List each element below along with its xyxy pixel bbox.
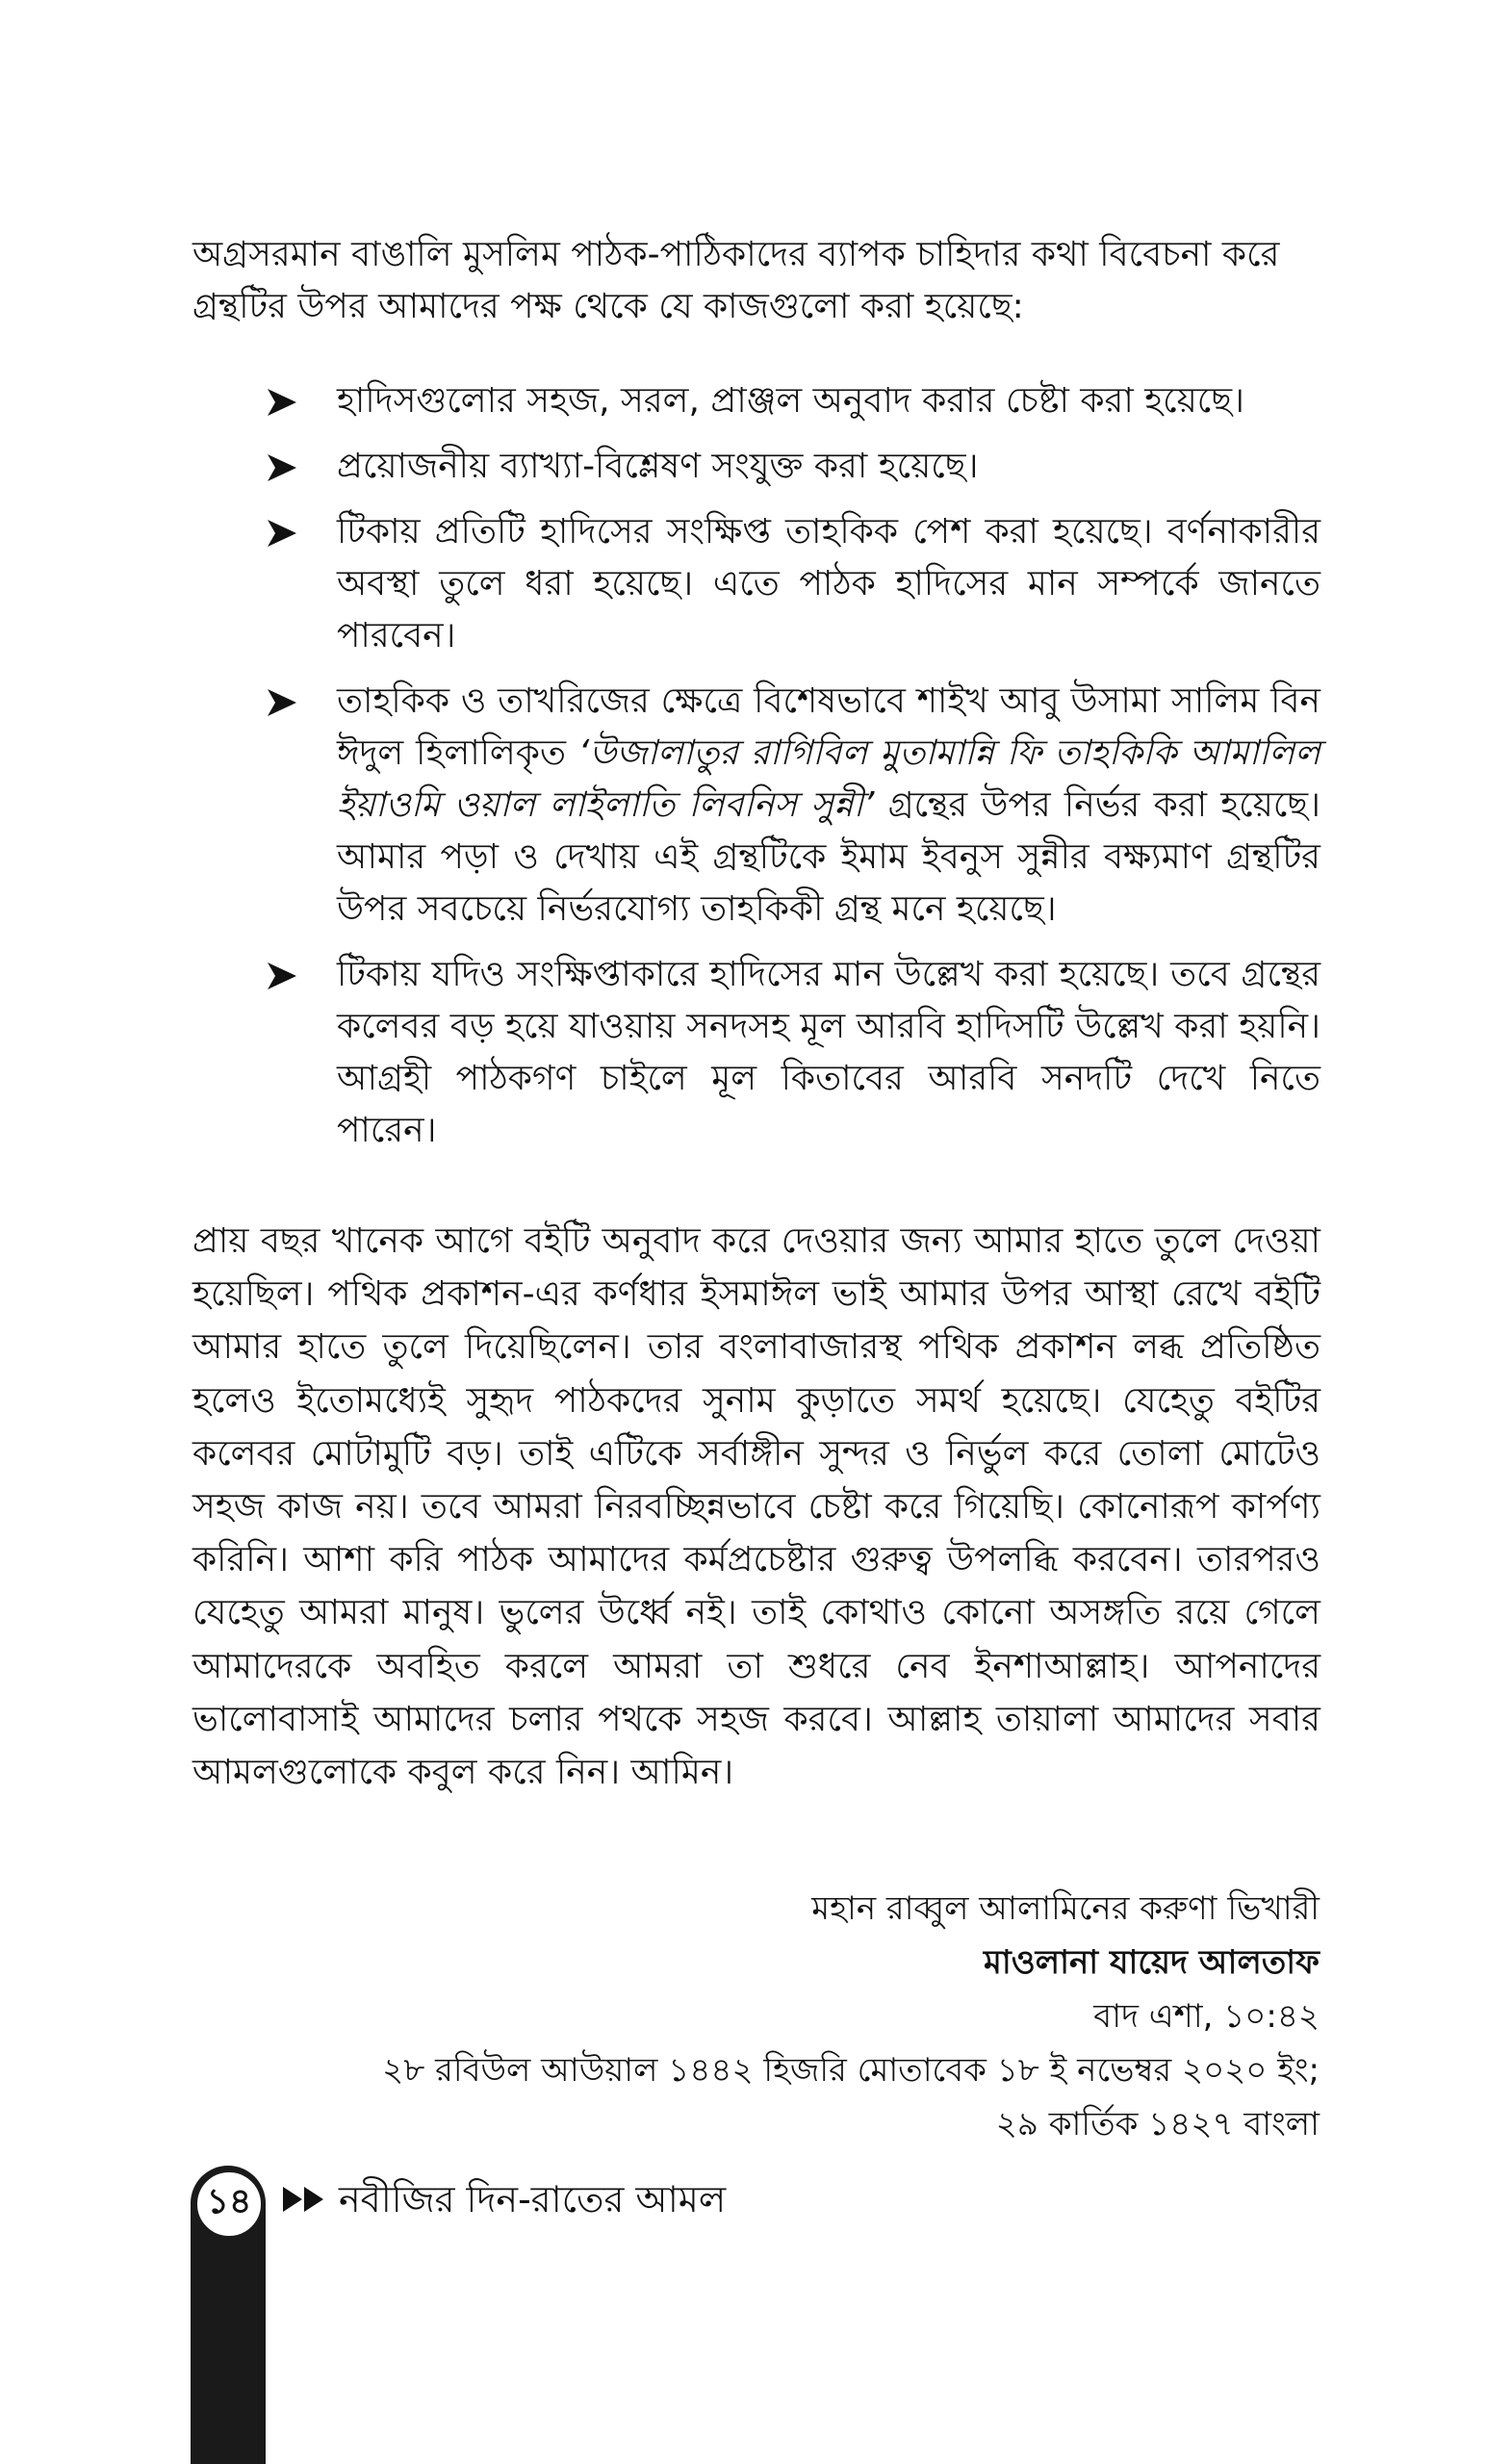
arrow-bullet-icon bbox=[268, 689, 296, 716]
list-item-text: হাদিসগুলোর সহজ, সরল, প্রাঞ্জল অনুবাদ করার চেষ্টা করা হয়েছে। bbox=[337, 381, 1244, 421]
signature-time: বাদ এশা, ১০:৪২ bbox=[1093, 1997, 1320, 2036]
signature-line: মহান রাব্বুল আলামিনের করুণা ভিখারী bbox=[811, 1889, 1320, 1928]
task-list bbox=[268, 375, 1320, 1170]
arrow-bullet-icon bbox=[268, 520, 296, 547]
signature-date-hijri: ২৮ রবিউল আউয়াল ১৪৪২ হিজরি মোতাবেক ১৮ ই নভেম্বর ২০২০ ইং; bbox=[382, 2051, 1320, 2090]
list-item-text: টিকায় যদিও সংক্ষিপ্তাকারে হাদিসের মান উল্লেখ করা হয়েছে। তবে গ্রন্থের কলেবর বড় হয়ে যাওয়ায় সনদসহ মূল আরবি হাদিসটি উল্লেখ করা হয়নি। আগ্রহী পাঠকগণ চাইলে মূল কিতাবের আরবি সনদটি দেখে নিতে পারেন। bbox=[337, 955, 1320, 1150]
signature-block bbox=[382, 1882, 1320, 2151]
page-number: ১৪ bbox=[194, 2169, 264, 2239]
arrow-bullet-icon bbox=[268, 962, 296, 989]
signature-date-bangla: ২৯ কার্তিক ১৪২৭ বাংলা bbox=[995, 2105, 1320, 2143]
list-item bbox=[268, 375, 1320, 427]
list-item bbox=[268, 441, 1320, 493]
list-item bbox=[268, 506, 1320, 662]
author-name: মাওলানা যায়েদ আলতাফ bbox=[984, 1943, 1320, 1982]
list-item-text: তাহকিক ও তাখরিজের ক্ষেত্রে বিশেষভাবে শাইখ আবু উসামা সালিম বিন ঈদুল হিলালিকৃত bbox=[337, 681, 1320, 773]
list-item-text: টিকায় প্রতিটি হাদিসের সংক্ষিপ্ত তাহকিক পেশ করা হয়েছে। বর্ণনাকারীর অবস্থা তুলে ধরা হয়েছে। এতে পাঠক হাদিসের মান সম্পর্কে জানতে পারবেন। bbox=[337, 512, 1320, 655]
running-title: নবীজির দিন-রাতের আমল bbox=[339, 2178, 727, 2220]
arrow-bullet-icon bbox=[268, 454, 296, 481]
intro-paragraph: অগ্রসরমান বাঙালি মুসলিম পাঠক-পাঠিকাদের ব্যাপক চাহিদার কথা বিবেচনা করে গ্রন্থটির উপর আমাদের পক্ষ থেকে যে কাজগুলো করা হয়েছে: bbox=[192, 235, 1280, 326]
list-item bbox=[268, 949, 1320, 1157]
closing-paragraph: প্রায় বছর খানেক আগে বইটি অনুবাদ করে দেওয়ার জন্য আমার হাতে তুলে দেওয়া হয়েছিল। পথিক প্রকাশন-এর কর্ণধার ইসমাঈল ভাই আমার উপর আস্থা রেখে বইটি আমার হাতে তুলে দিয়েছিলেন। তার বংলাবাজারস্থ পথিক প্রকাশন লব্ধ প্রতিষ্ঠিত হলেও ইতোমধ্যেই সুহৃদ পাঠকদের সুনাম কুড়াতে সমর্থ হয়েছে। যেহেতু বইটির কলেবর মোটামুটি বড়। তাই এটিকে সর্বাঙ্গীন সুন্দর ও নির্ভুল করে তোলা মোটেও সহজ কাজ নয়। তবে আমরা নিরবচ্ছিন্নভাবে চেষ্টা করে গিয়েছি। কোনোরূপ কার্পণ্য করিনি। আশা করি পাঠক আমাদের কর্মপ্রচেষ্টার গুরুত্ব উপলব্ধি করবেন। তারপরও যেহেতু আমরা মানুষ। ভুলের উর্ধ্বে নই। তাই কোথাও কোনো অসঙ্গতি রয়ে গেলে আমাদেরকে অবহিত করলে আমরা তা শুধরে নেব ইনশাআল্লাহ। আপনাদের ভালোবাসাই আমাদের চলার পথকে সহজ করবে। আল্লাহ তায়ালা আমাদের সবার আমলগুলোকে কবুল করে নিন। আমিন। bbox=[192, 1221, 1320, 1793]
list-item-text: প্রয়োজনীয় ব্যাখ্যা-বিশ্লেষণ সংযুক্ত করা হয়েছে। bbox=[337, 447, 979, 486]
arrow-bullet-icon bbox=[268, 389, 296, 416]
list-item-text: গ্রন্থের উপর নির্ভর করা হয়েছে। আমার পড়া ও দেখায় এই গ্রন্থটিকে ইমাম ইবনুস সুন্নীর বক্ষ্যমাণ গ্রন্থটির উপর সবচেয়ে নির্ভরযোগ্য তাহকিকী গ্রন্থ মনে হয়েছে। bbox=[337, 785, 1320, 929]
book-title-italic: ‘উজালাতুর রাগিবিল মুতামান্নি ফি তাহকিকি আমালিল ইয়াওমি ওয়াল লাইলাতি লিবনিস সুন্নী’ bbox=[337, 733, 1320, 825]
double-play-arrow-icon bbox=[283, 2187, 325, 2212]
list-item bbox=[268, 676, 1320, 936]
